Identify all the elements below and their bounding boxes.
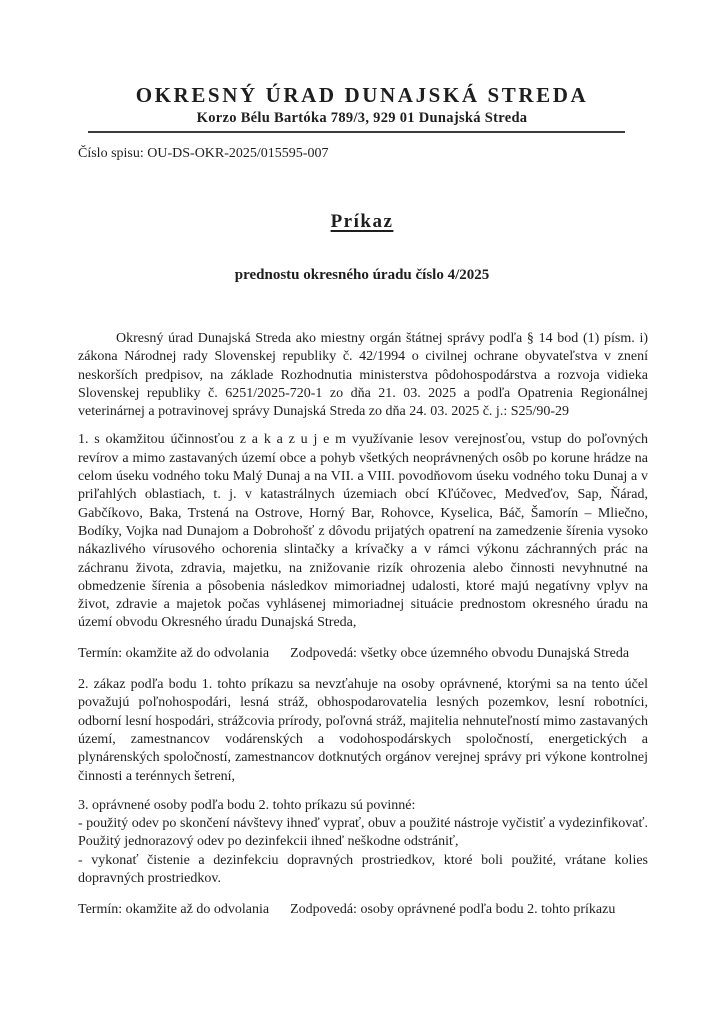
org-name: OKRESNÝ ÚRAD DUNAJSKÁ STREDA [135, 83, 589, 107]
intro-paragraph: Okresný úrad Dunajská Streda ako miestny orgán štátnej správy podľa § 14 bod (1) písm. i) zákona Národnej rady Slovenskej republiky č. 42/1994 o civilnej ochrane obyvateľstva v znení neskorších predpisov, na základe Rozhodnutia ministerstva pôdohospodárstva a rozvoja vidieka Slovenskej republiky č. 6251/2025-720-1 zo dňa 21. 03. 2025 a podľa Opatrenia Regionálnej veterinárnej a potravinovej správy Dunajská Streda zo dňa 24. 03. 2025 č. j.: S25/90-29 [78, 331, 648, 420]
deadline-1-termin: Termín: okamžite až do odvolania [78, 645, 270, 661]
document-subtitle: prednostu okresného úradu číslo 4/2025 [234, 267, 490, 283]
file-number [78, 145, 648, 163]
order-point-3-item-2: - vykonať čistenie a dezinfekciu dopravných prostriedkov, ktoré boli použité, vrátane kolies dopravných prostriedkov. [78, 852, 648, 887]
document-title-text: Príkaz [330, 211, 394, 232]
deadline-row-1 [78, 645, 648, 663]
letterhead [0, 0, 724, 133]
deadline-2-termin: Termín: okamžite až do odvolania [78, 902, 270, 918]
order-point-3-item-1: - použitý odev po skončení návštevy ihneď vyprať, obuv a použité nástroje vyčistiť a vydezinfikovať. Použitý jednorazový odev po dezinfekcii ihneď neškodne odstrániť, [78, 816, 648, 850]
order-point-3-heading: 3. oprávnené osoby podľa bodu 2. tohto príkazu sú povinné: [78, 797, 416, 813]
document-body [78, 330, 648, 920]
document-title [0, 211, 724, 233]
deadline-1-zodpoveda: Zodpovedá: všetky obce územného obvodu Dunajská Streda [290, 645, 630, 661]
order-point-1: 1. s okamžitou účinnosťou z a k a z u j e m využívanie lesov verejnosťou, vstup do poľovných revírov a mimo zastavaných území obce a pohyb všetkých neoprávnených osôb po korune hrádze na celom úseku vodného toku Malý Dunaj a na VII. a VIII. povodňovom úseku vodného toku Dunaj a v priľahlých oblastiach, t. j. v katastrálnych územiach obcí Kľúčovec, Medveďov, Sap, Ňárad, Gabčíkovo, Baka, Trstená na Ostrove, Horný Bar, Rohovce, Kyselica, Báč, Šamorín – Mliečno, Bodíky, Vojka nad Dunajom a Dobrohošť z dôvodu prijatých opatrení na zamedzenie šírenia vysoko nákazlivého vírusového ochorenia slintačky a krívačky a v rámci výkonu záchranných prác na záchranu života, zdravia, majetku, na znižovanie rizík ohrozenia alebo činnosti nevyhnutné na obmedzenie šírenia a pôsobenia následkov mimoriadnej udalosti, ktoré majú negatívny vplyv na život, zdravie a majetok počas vyhlásenej mimoriadnej situácie prednostom okresného úradu na území obvodu Okresného úradu Dunajská Streda, [78, 432, 648, 631]
org-address: Korzo Bélu Bartóka 789/3, 929 01 Dunajská Streda [196, 110, 528, 126]
order-point-3 [78, 797, 648, 888]
letterhead-divider [88, 131, 625, 133]
file-number-label: Číslo spisu: [78, 146, 144, 161]
file-number-value: OU-DS-OKR-2025/015595-007 [147, 146, 329, 161]
deadline-row-2 [78, 901, 648, 919]
order-point-2: 2. zákaz podľa bodu 1. tohto príkazu sa nevzťahuje na osoby oprávnené, ktorými sa na tento účel považujú poľnohospodári, lesná stráž, obhospodarovatelia lesných pozemkov, lesní robotníci, odborní lesní hospodári, strážcovia prírody, poľovná stráž, majitelia nehnuteľností mimo zastavaných území, zamestnancov vodárenských a vodohospodárskych spoločností, energetických a plynárenských spoločností, zamestnancov dotknutých orgánov verejnej správy pri výkone kontrolnej činnosti a terénnych šetrení, [78, 677, 648, 784]
deadline-2-zodpoveda: Zodpovedá: osoby oprávnené podľa bodu 2. tohto príkazu [290, 902, 616, 918]
